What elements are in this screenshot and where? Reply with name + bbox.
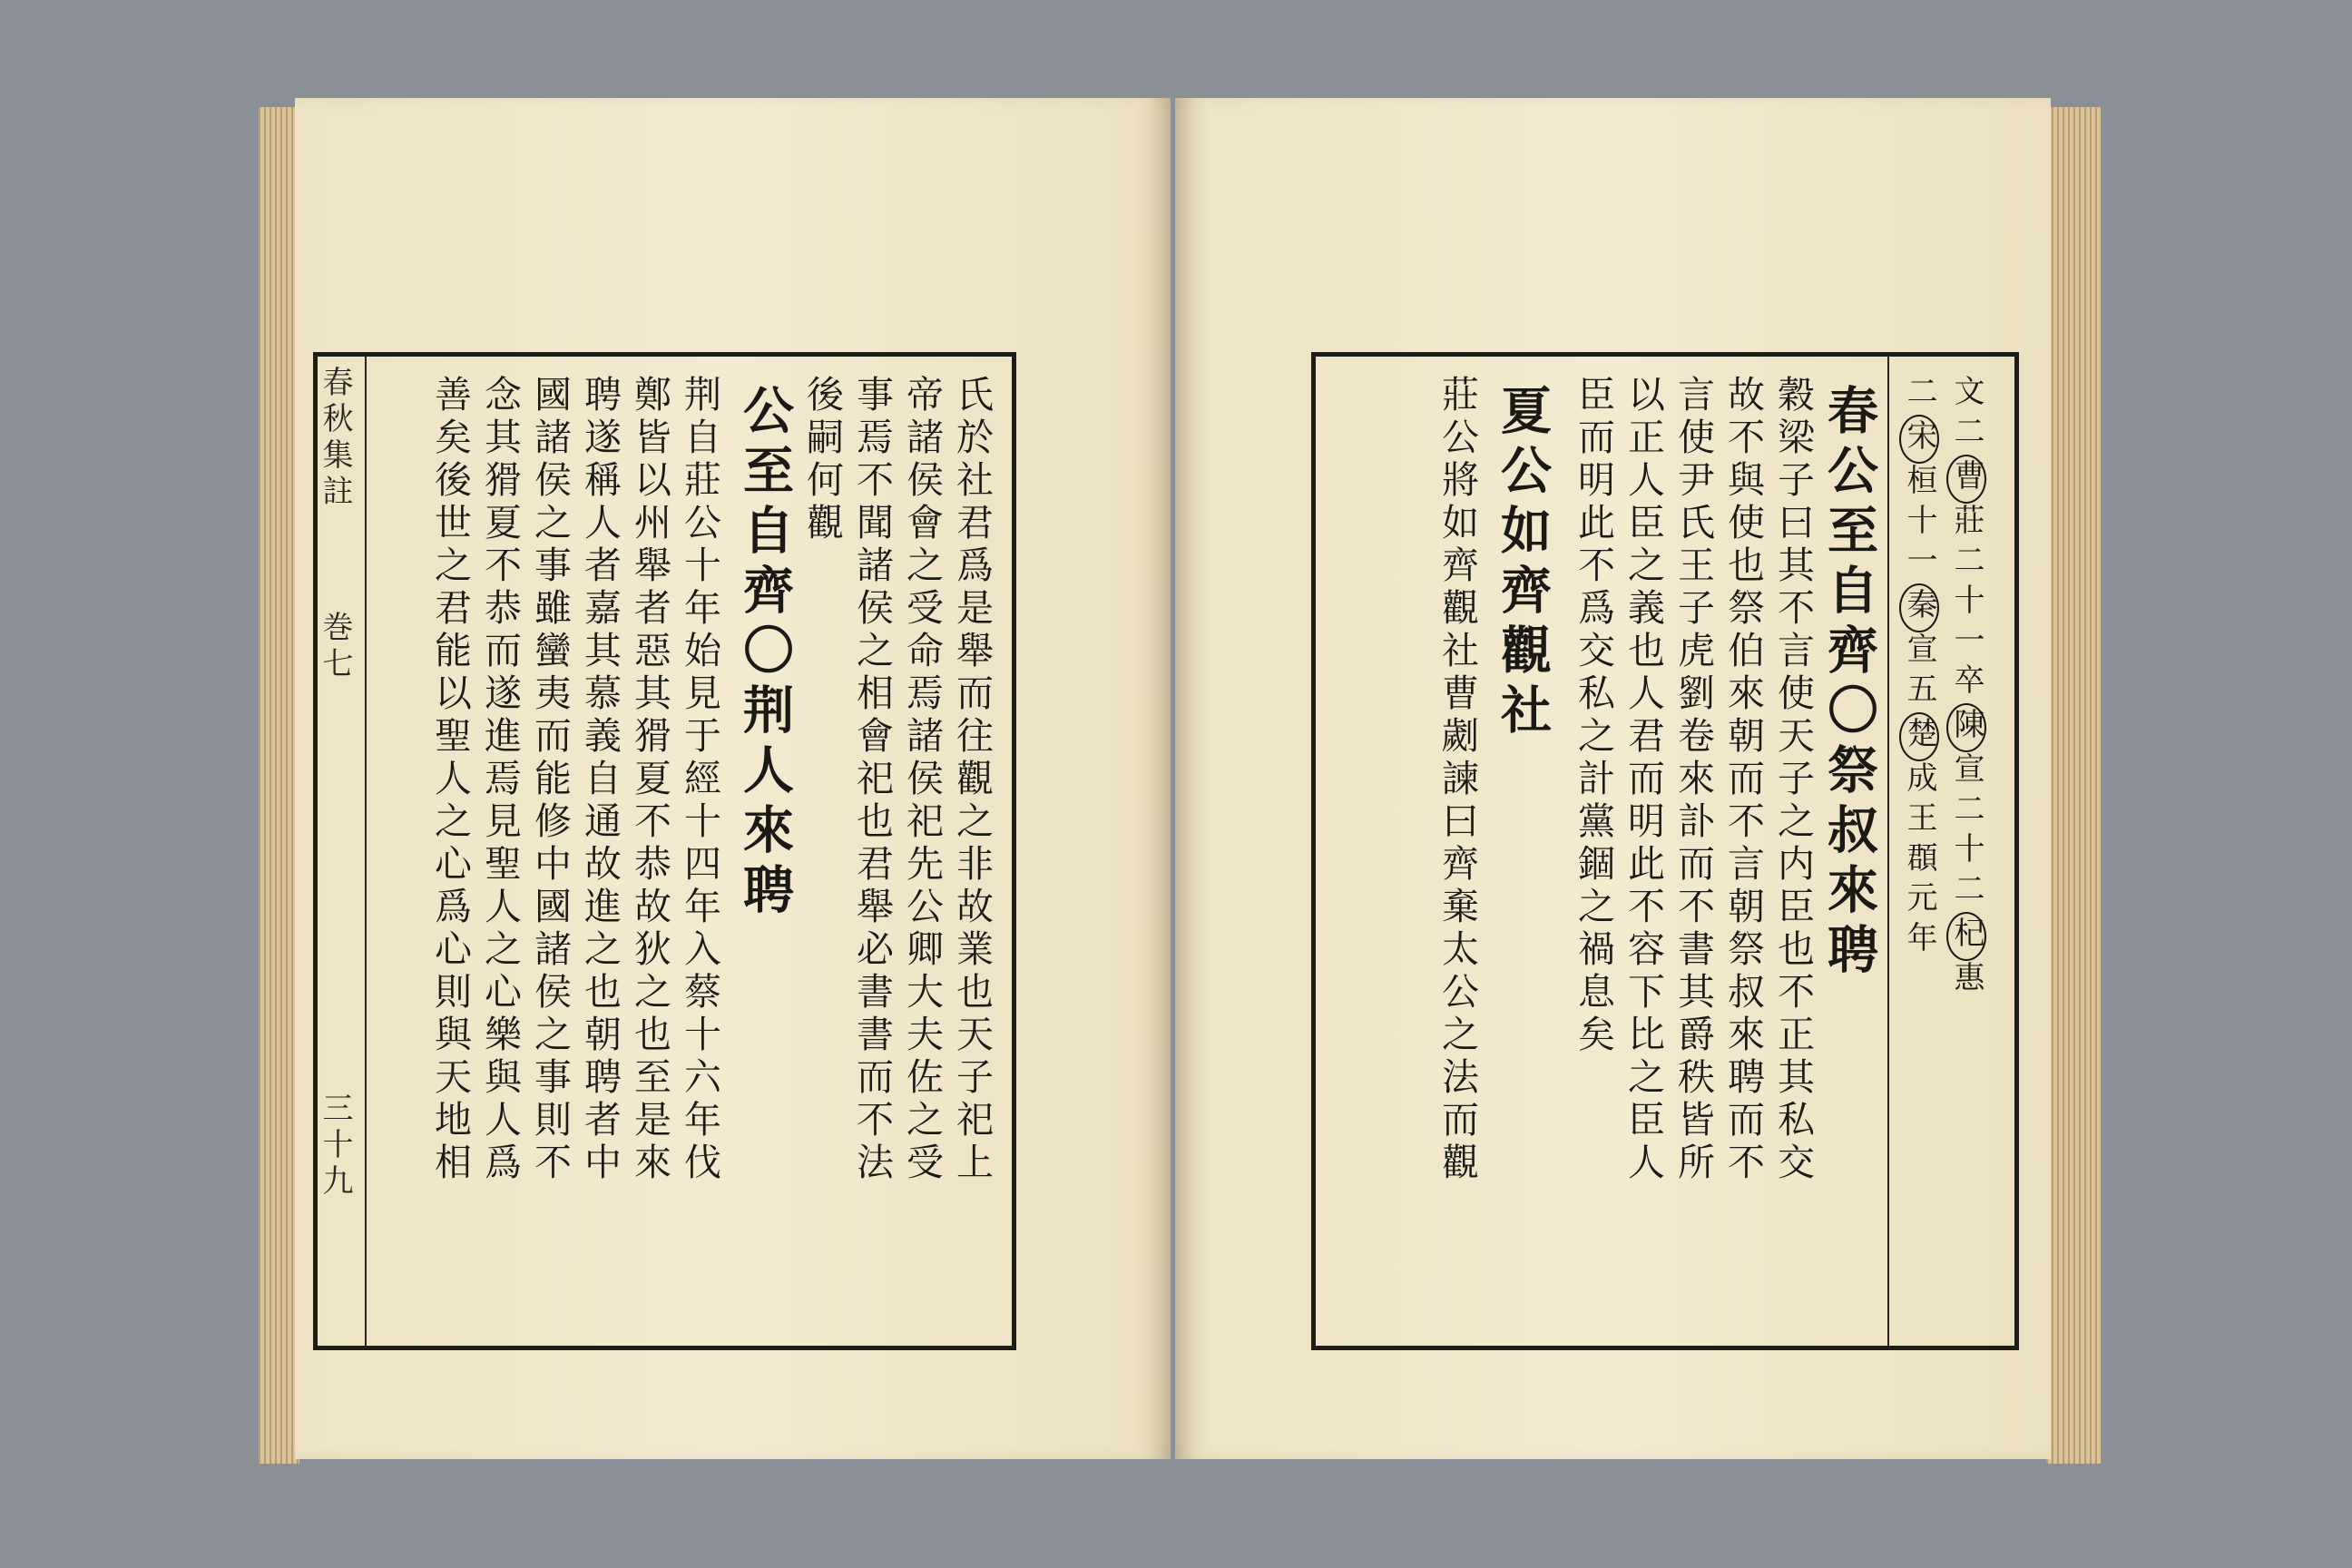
- left-margin-title: 春秋集註: [317, 366, 353, 511]
- left-col-8: 聘遂稱人者嘉其慕義自通故進之也朝聘者中: [578, 375, 622, 1185]
- timeline-row-1: [1946, 375, 1986, 1001]
- timeline-char: 秦: [1899, 583, 1939, 632]
- timeline-char: 杞: [1946, 912, 1986, 961]
- left-col-2: 帝諸侯會之受命焉諸侯祀先公卿大夫佐之受: [900, 375, 944, 1185]
- timeline-char: 桓: [1901, 464, 1937, 504]
- left-col-1: 氏於社君爲是舉而往觀之非故業也天子祀上: [950, 375, 994, 1185]
- right-col-8: 莊公將如齊觀社曹劌諫曰齊棄太公之法而觀: [1436, 375, 1479, 1185]
- timeline-char: 五: [1901, 672, 1937, 712]
- left-margin-folio: 三十九: [317, 1092, 353, 1200]
- timeline-char: 頵: [1901, 841, 1937, 881]
- left-gutter-rule: [365, 357, 367, 1346]
- timeline-char: 二: [1948, 544, 1984, 583]
- right-col-6: 臣而明此不爲交私之計黨錮之禍息矣: [1572, 375, 1615, 1057]
- right-col-2: 穀梁子曰其不言使天子之内臣也不正其私交: [1771, 375, 1815, 1185]
- left-page-edges: [259, 107, 299, 1464]
- timeline-col-1: [1948, 375, 1984, 1001]
- right-page-edges: [2046, 107, 2101, 1464]
- timeline-char: 惠: [1948, 961, 1984, 1001]
- timeline-char: 二: [1948, 872, 1984, 912]
- right-text-frame: [1311, 352, 2019, 1350]
- timeline-char: 一: [1948, 623, 1984, 663]
- open-book: [259, 98, 2110, 1473]
- right-col-3: 故不與使也祭伯來朝而不言朝祭叔來聘而不: [1721, 375, 1765, 1185]
- timeline-char: 一: [1901, 544, 1937, 583]
- left-col-11: 善矣後世之君能以聖人之心爲心則與天地相: [428, 375, 472, 1185]
- timeline-char: 陳: [1946, 703, 1986, 752]
- left-col-7: 鄭皆以州舉者惡其猾夏不恭故狄之也至是來: [628, 375, 671, 1185]
- timeline-char: 成: [1901, 761, 1937, 801]
- timeline-char: 王: [1901, 801, 1937, 841]
- timeline-col-2: [1901, 375, 1937, 961]
- left-page: [295, 98, 1171, 1459]
- timeline-char: 二: [1948, 792, 1984, 832]
- timeline-char: 十: [1948, 832, 1984, 872]
- timeline-char: 元: [1901, 881, 1937, 921]
- right-col-4: 言使尹氏王子虎劉卷來訃而不書其爵秩皆所: [1671, 375, 1715, 1185]
- timeline-rule: [1887, 357, 1889, 1346]
- timeline-char: 宋: [1899, 415, 1939, 464]
- timeline-char: 宣: [1948, 752, 1984, 792]
- left-col-6: 荆自莊公十年始見于經十四年入蔡十六年伐: [678, 375, 721, 1185]
- right-page: [1175, 98, 2051, 1459]
- right-subheading: 夏公如齊觀社: [1493, 384, 1553, 743]
- timeline-char: 卒: [1948, 663, 1984, 703]
- timeline-char: 文: [1948, 375, 1984, 415]
- timeline-char: 宣: [1901, 632, 1937, 672]
- right-col-5: 以正人臣之義也人君而明此不容下比之臣人: [1622, 375, 1665, 1185]
- timeline-char: 十: [1901, 504, 1937, 544]
- timeline-char: 二: [1948, 415, 1984, 455]
- left-col-3: 事焉不聞諸侯之相會祀也君舉必書書而不法: [850, 375, 894, 1185]
- left-text-frame: [313, 352, 1016, 1350]
- timeline-char: 曹: [1946, 455, 1986, 504]
- right-heading: 春公至自齊〇祭叔來聘: [1819, 384, 1879, 983]
- left-col-4: 後嗣何觀: [800, 375, 844, 545]
- left-col-10: 念其猾夏不恭而遂進焉見聖人之心樂與人爲: [478, 375, 522, 1185]
- left-col-9: 國諸侯之事雖蠻夷而能修中國諸侯之事則不: [528, 375, 572, 1185]
- left-heading: 公至自齊〇荆人來聘: [735, 384, 795, 923]
- timeline-char: 年: [1901, 921, 1937, 961]
- timeline-row-2: [1899, 375, 1939, 961]
- timeline-char: 楚: [1899, 712, 1939, 761]
- timeline-char: 莊: [1948, 504, 1984, 544]
- left-margin-volume: 巻七: [317, 611, 353, 683]
- timeline-char: 二: [1901, 375, 1937, 415]
- timeline-char: 十: [1948, 583, 1984, 623]
